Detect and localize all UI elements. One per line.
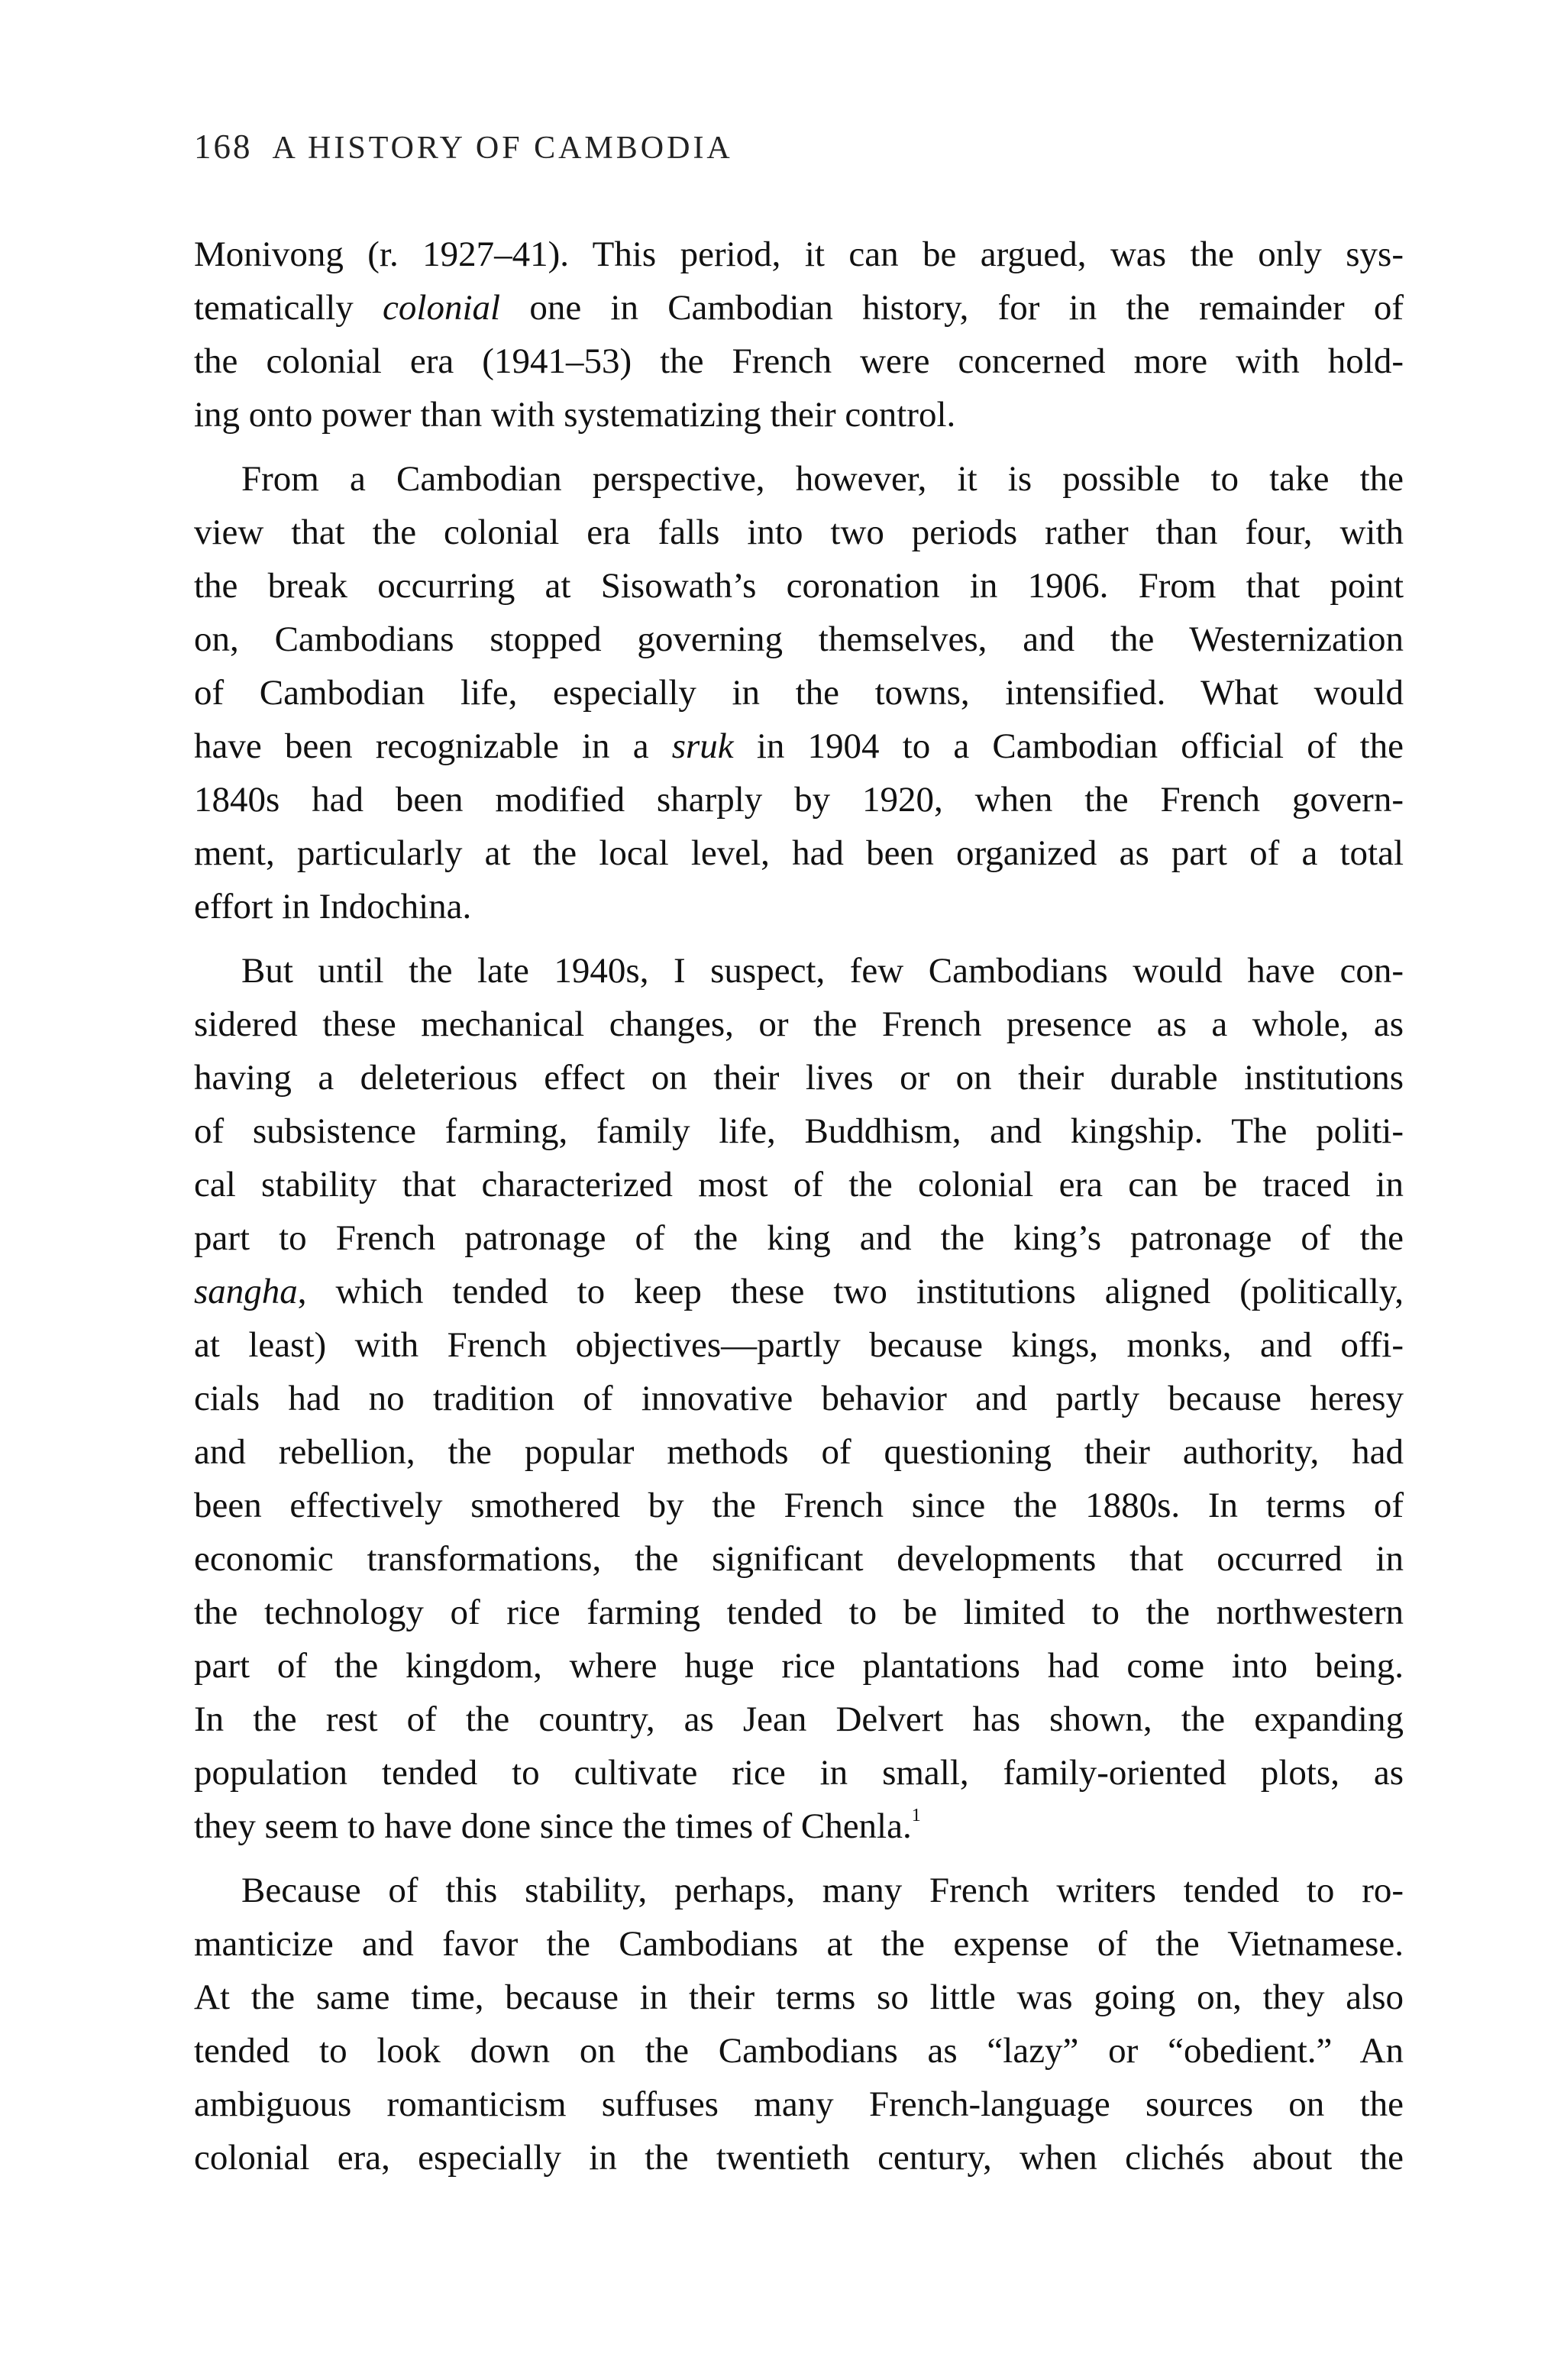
- text-line: tended to look down on the Cambodians as “lazy” or “obedient.” An: [194, 2031, 1404, 2071]
- text-line: cal stability that characterized most of the colonial era can be traced in: [194, 1165, 1404, 1205]
- text-line: economic transformations, the significant developments that occurred in: [194, 1539, 1404, 1579]
- book-page: [194, 0, 1404, 2380]
- text-line: cials had no tradition of innovative behavior and partly because heresy: [194, 1379, 1404, 1418]
- italic-term: sruk: [671, 726, 734, 766]
- text-line: of subsistence farming, family life, Buddhism, and kingship. The politi-: [194, 1111, 1404, 1151]
- text-line: population tended to cultivate rice in small, family-oriented plots, as: [194, 1753, 1404, 1793]
- text-line: tematically colonial one in Cambodian history, for in the remainder of: [194, 288, 1404, 328]
- text-line: Monivong (r. 1927–41). This period, it can be argued, was the only sys-: [194, 234, 1404, 274]
- footnote-marker[interactable]: 1: [911, 1806, 921, 1825]
- book-title: A HISTORY OF CAMBODIA: [272, 131, 733, 166]
- text-line: manticize and favor the Cambodians at the expense of the Vietnamese.: [194, 1924, 1404, 1964]
- text-line: view that the colonial era falls into two periods rather than four, with: [194, 513, 1404, 552]
- text-line: on, Cambodians stopped governing themselves, and the Westernization: [194, 619, 1404, 659]
- text-line: the colonial era (1941–53) the French were concerned more with hold-: [194, 341, 1404, 381]
- text-line: effort in Indochina.: [194, 887, 472, 926]
- paragraph-gap: [194, 441, 1404, 452]
- text-line: Because of this stability, perhaps, many French writers tended to ro-: [241, 1871, 1404, 1910]
- italic-term: sangha: [194, 1272, 298, 1311]
- text-line: part of the kingdom, where huge rice plantations had come into being.: [194, 1646, 1404, 1686]
- running-head: [194, 127, 733, 167]
- text-line: they seem to have done since the times of Chenla.$^1$: [194, 1806, 921, 1846]
- text-line: colonial era, especially in the twentieth century, when clichés about the: [194, 2138, 1404, 2178]
- text-line: having a deleterious effect on their lives or on their durable institutions: [194, 1058, 1404, 1098]
- paragraph-gap: [194, 1853, 1404, 1864]
- text-line: the break occurring at Sisowath’s coronation in 1906. From that point: [194, 566, 1404, 606]
- paragraph: [194, 944, 1404, 1853]
- text-line: have been recognizable in a sruk in 1904 to a Cambodian official of the: [194, 726, 1404, 766]
- paragraph-gap: [194, 933, 1404, 944]
- text-line: been effectively smothered by the French since the 1880s. In terms of: [194, 1486, 1404, 1525]
- text-line: At the same time, because in their terms so little was going on, they also: [194, 1977, 1404, 2017]
- text-line: the technology of rice farming tended to be limited to the northwestern: [194, 1593, 1404, 1632]
- text-line: sangha, which tended to keep these two institutions aligned (politically,: [194, 1272, 1404, 1311]
- text-line: In the rest of the country, as Jean Delvert has shown, the expanding: [194, 1699, 1404, 1739]
- paragraph: [194, 452, 1404, 933]
- body-text: [194, 228, 1404, 2184]
- text-line: From a Cambodian perspective, however, it is possible to take the: [241, 459, 1404, 499]
- text-line: of Cambodian life, especially in the towns, intensified. What would: [194, 673, 1404, 713]
- text-line: ment, particularly at the local level, had been organized as part of a total: [194, 833, 1404, 873]
- page-number: 168: [194, 128, 253, 166]
- text-line: and rebellion, the popular methods of questioning their authority, had: [194, 1432, 1404, 1472]
- text-line: 1840s had been modified sharply by 1920, when the French govern-: [194, 780, 1404, 820]
- paragraph: [194, 1864, 1404, 2184]
- paragraph: [194, 228, 1404, 441]
- text-line: But until the late 1940s, I suspect, few Cambodians would have con-: [241, 951, 1404, 991]
- text-line: at least) with French objectives—partly because kings, monks, and offi-: [194, 1325, 1404, 1365]
- text-line: part to French patronage of the king and the king’s patronage of the: [194, 1218, 1404, 1258]
- text-line: ing onto power than with systematizing their control.: [194, 395, 956, 435]
- italic-term: colonial: [383, 288, 501, 328]
- text-line: ambiguous romanticism suffuses many French-language sources on the: [194, 2084, 1404, 2124]
- text-line: sidered these mechanical changes, or the French presence as a whole, as: [194, 1004, 1404, 1044]
